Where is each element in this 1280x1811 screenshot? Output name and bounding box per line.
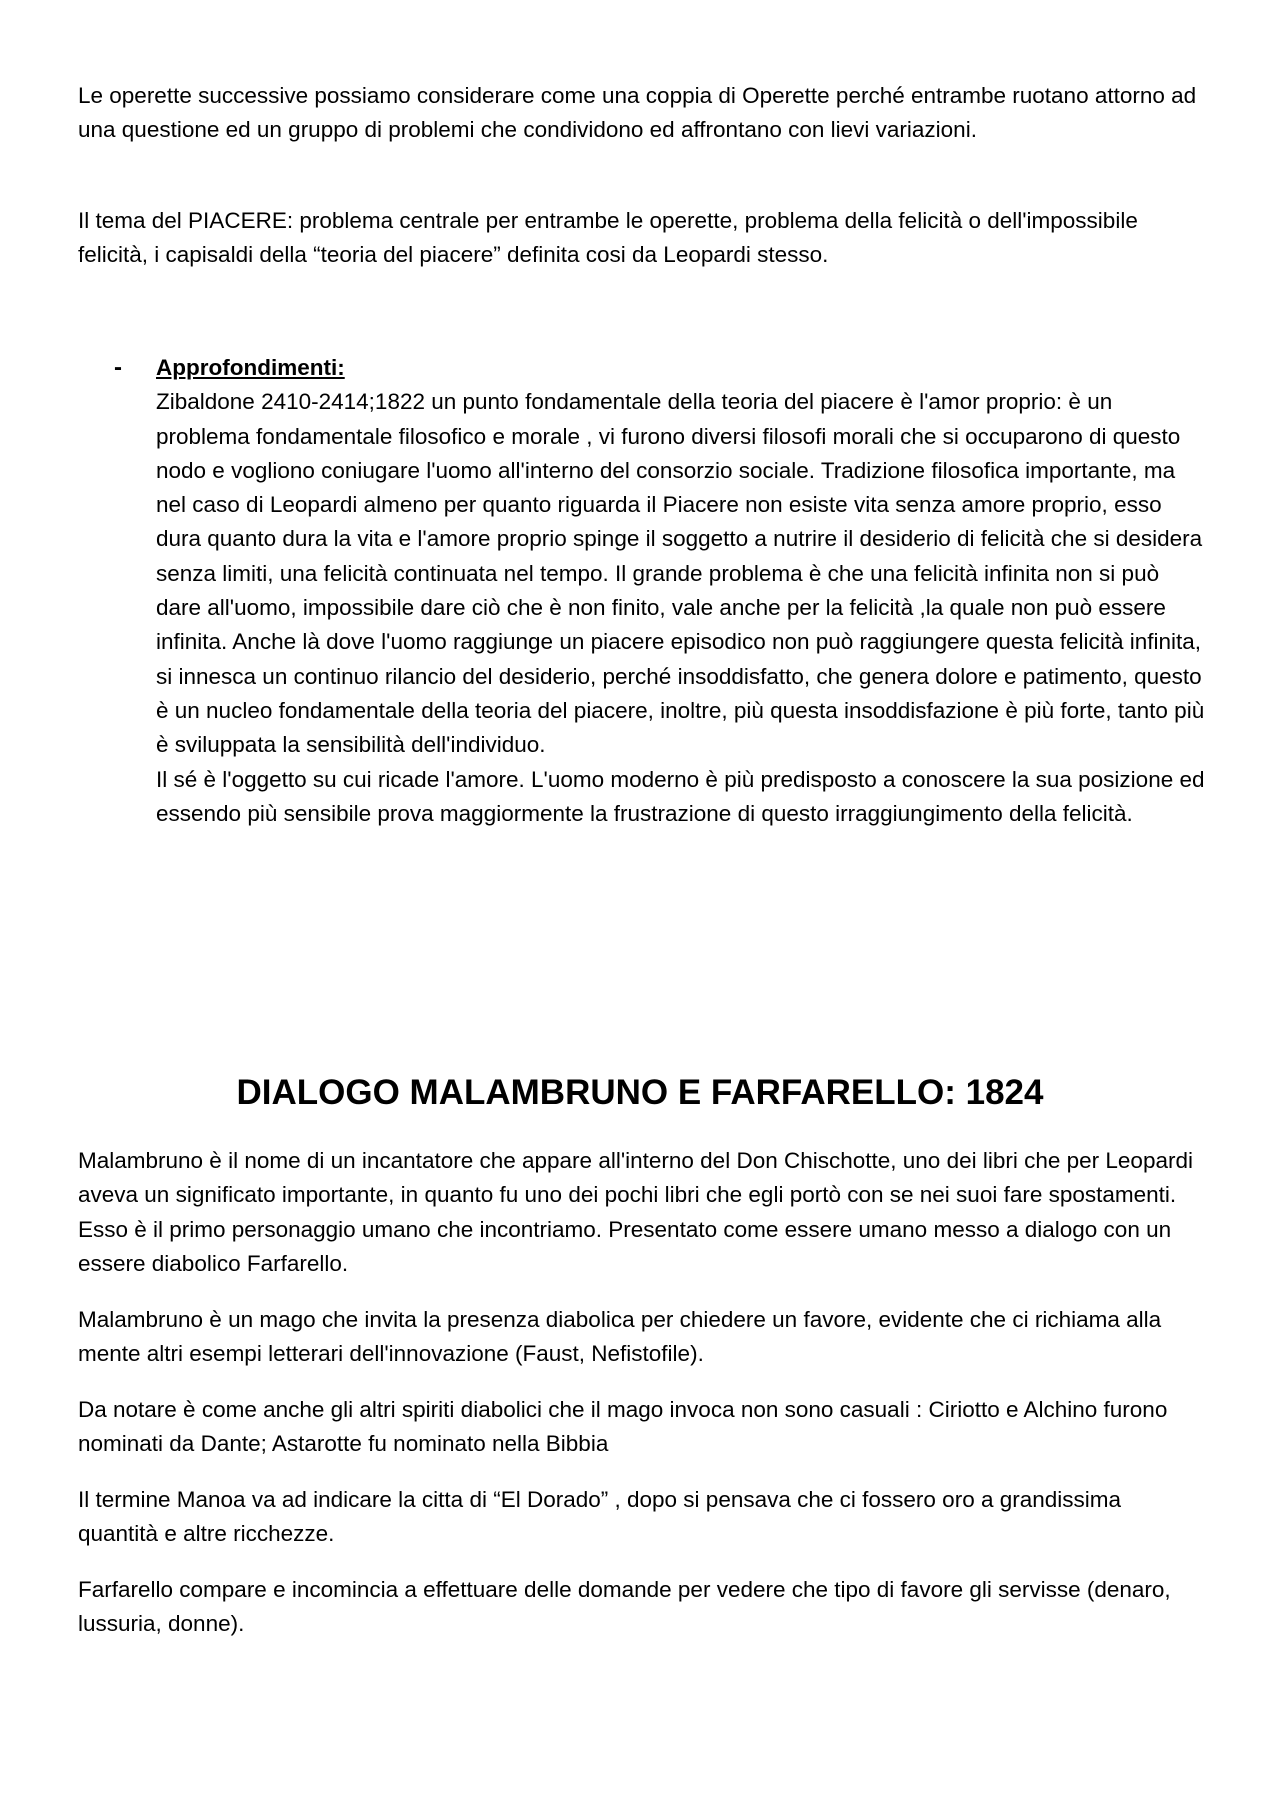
approfondimenti-heading: Approfondimenti: — [156, 355, 345, 380]
section-paragraph-5: Farfarello compare e incomincia a effettuare delle domande per vedere che tipo di favore gli servisse (denaro, lussuria, donne). — [78, 1577, 1171, 1637]
intro-paragraph-1: Le operette successive possiamo considerare come una coppia di Operette perché entrambe ruotano attorno ad una questione ed un gruppo di problemi che condividono ed affrontano con lievi variazioni. — [78, 83, 1197, 143]
section-title: DIALOGO MALAMBRUNO E FARFARELLO: 1824 — [236, 1073, 1044, 1112]
intro-paragraph-2: Il tema del PIACERE: problema centrale per entrambe le operette, problema della felicità o dell'impossibile felicità, i capisaldi della “teoria del piacere” definita cosi da Leopardi stesso. — [78, 208, 1138, 268]
approfondimenti-text-1: Zibaldone 2410-2414;1822 un punto fondamentale della teoria del piacere è l'amor proprio: è un problema fondamentale filosofico e morale , vi furono diversi filosofi morali che si occuparono di questo nodo e vogliono coniugare l'uomo all'interno del consorzio sociale. Tradizione filosofica importante, ma nel caso di Leopardi almeno per quanto riguarda il Piacere non esiste vita senza amore proprio, esso dura quanto dura la vita e l'amore proprio spinge il soggetto a nutrire il desiderio di felicità che si desidera senza limiti, una felicità continuata nel tempo. Il grande problema è che una felicità infinita non si può dare all'uomo, impossibile dare ciò che è non finito, vale anche per la felicità ,la quale non può essere infinita. Anche là dove l'uomo raggiunge un piacere episodico non può raggiungere questa felicità infinita, si innesca un continuo rilancio del desiderio, perché insoddisfatto, che genera dolore e patimento, questo è un nucleo fondamentale della teoria del piacere, inoltre, più questa insoddisfazione è più forte, tanto più è sviluppata la sensibilità dell'individuo. — [156, 389, 1205, 758]
section-paragraph-4: Il termine Manoa va ad indicare la citta di “El Dorado” , dopo si pensava che ci fossero oro a grandissima quantità e altre ricchezze. — [78, 1487, 1122, 1547]
section-paragraph-2: Malambruno è un mago che invita la presenza diabolica per chiedere un favore, evidente che ci richiama alla mente altri esempi letterari dell'innovazione (Faust, Nefistofile). — [78, 1307, 1162, 1367]
approfondimenti-text-2: Il sé è l'oggetto su cui ricade l'amore. L'uomo moderno è più predisposto a conoscere la sua posizione ed essendo più sensibile prova maggiormente la frustrazione di questo irraggiungimento della felicità. — [156, 766, 1205, 826]
section-paragraph-3: Da notare è come anche gli altri spiriti diabolici che il mago invoca non sono casuali : Ciriotto e Alchino furono nominati da Dante; Astarotte fu nominato nella Bibbia — [78, 1397, 1168, 1457]
bullet-content — [156, 351, 1206, 831]
bullet-dash: - — [114, 354, 122, 381]
section-paragraph-1: Malambruno è il nome di un incantatore che appare all'interno del Don Chischotte, uno dei libri che per Leopardi aveva un significato importante, in quanto fu uno dei pochi libri che egli portò con se nei suoi fare spostamenti. Esso è il primo personaggio umano che incontriamo. Presentato come essere umano messo a dialogo con un essere diabolico Farfarello. — [78, 1148, 1193, 1276]
